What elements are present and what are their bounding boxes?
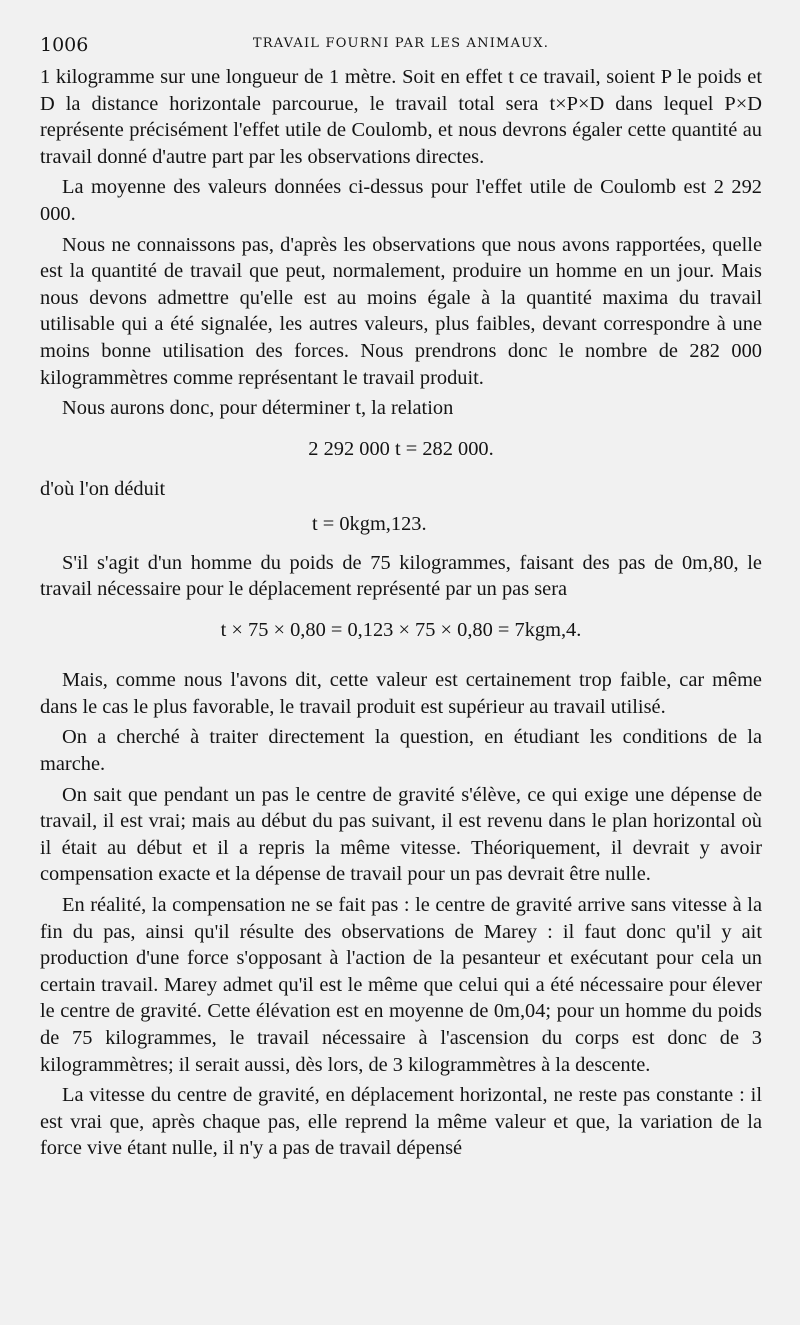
equation-relation: 2 292 000 t = 282 000. bbox=[308, 437, 494, 460]
paragraph-4: Nous aurons donc, pour déterminer t, la relation bbox=[62, 397, 454, 420]
paragraph-7: On a cherché à traiter directement la question, en étudiant les conditions de la marche. bbox=[40, 726, 762, 776]
paragraph-5: S'il s'agit d'un homme du poids de 75 kilogrammes, faisant des pas de 0m,80, le travail nécessaire pour le déplacement représenté par un pas sera bbox=[40, 551, 762, 601]
equation-step-work: t × 75 × 0,80 = 0,123 × 75 × 0,80 = 7kgm,4. bbox=[220, 618, 582, 641]
paragraph-10: La vitesse du centre de gravité, en déplacement horizontal, ne reste pas constante : il est vrai que, après chaque pas, elle reprend la même valeur et que, la variation de la force vive étant nulle, il n'y a pas de travail dépensé bbox=[40, 1084, 762, 1160]
page-number: 1006 bbox=[40, 34, 89, 56]
page-header bbox=[40, 30, 762, 64]
paragraph-3: Nous ne connaissons pas, d'après les observations que nous avons rapportées, quelle est la quantité de travail que peut, normalement, produire un homme en un jour. Mais nous devons admettre qu'elle est au moins égale à la quantité maxima du travail utilisable qui a été signalée, les autres valeurs, plus faibles, devant correspondre à une moins bonne utilisation des forces. Nous prendrons donc le nombre de 282 000 kilogrammètres comme représentant le travail produit. bbox=[40, 233, 762, 389]
paragraph-6: Mais, comme nous l'avons dit, cette valeur est certainement trop faible, car même dans le cas le plus favorable, le travail produit est supérieur au travail utilisé. bbox=[40, 669, 762, 718]
equation-result: t = 0kgm,123. bbox=[312, 512, 427, 535]
body-text bbox=[40, 64, 762, 1162]
paragraph-2: La moyenne des valeurs données ci-dessus pour l'effet utile de Coulomb est 2 292 000. bbox=[40, 176, 762, 225]
running-head: TRAVAIL FOURNI PAR LES ANIMAUX. bbox=[252, 36, 550, 51]
paragraph-8: On sait que pendant un pas le centre de gravité s'élève, ce qui exige une dépense de travail, il est vrai; mais au début du pas suivant, il est revenu dans le plan horizontal où il était au début et il a repris la même vitesse. Théoriquement, il devrait y avoir compensation exacte et la dépense de travail pour un pas devrait être nulle. bbox=[40, 783, 762, 886]
paragraph-deduction: d'où l'on déduit bbox=[40, 478, 166, 501]
paragraph-1: 1 kilogramme sur une longueur de 1 mètre. Soit en effet t ce travail, soient P le poids et D la distance horizontale parcourue, le travail total sera t×P×D dans lequel P×D représente précisément l'effet utile de Coulomb, et nous devrons égaler cette quantité au travail donné d'autre part par les observations directes. bbox=[40, 66, 762, 168]
paragraph-9: En réalité, la compensation ne se fait pas : le centre de gravité arrive sans vitesse à la fin du pas, ainsi qu'il résulte des observations de Marey : il faut donc qu'il y ait production d'une force s'opposant à l'action de la pesanteur et exécutant pour cela un certain travail. Marey admet qu'il est le même que celui qui a été nécessaire pour élever le centre de gravité. Cette élévation est en moyenne de 0m,04; pour un homme du poids de 75 kilogrammes, le travail nécessaire à l'ascension du corps est donc de 3 kilogrammètres; il serait aussi, dès lors, de 3 kilogrammètres à la descente. bbox=[40, 894, 762, 1076]
